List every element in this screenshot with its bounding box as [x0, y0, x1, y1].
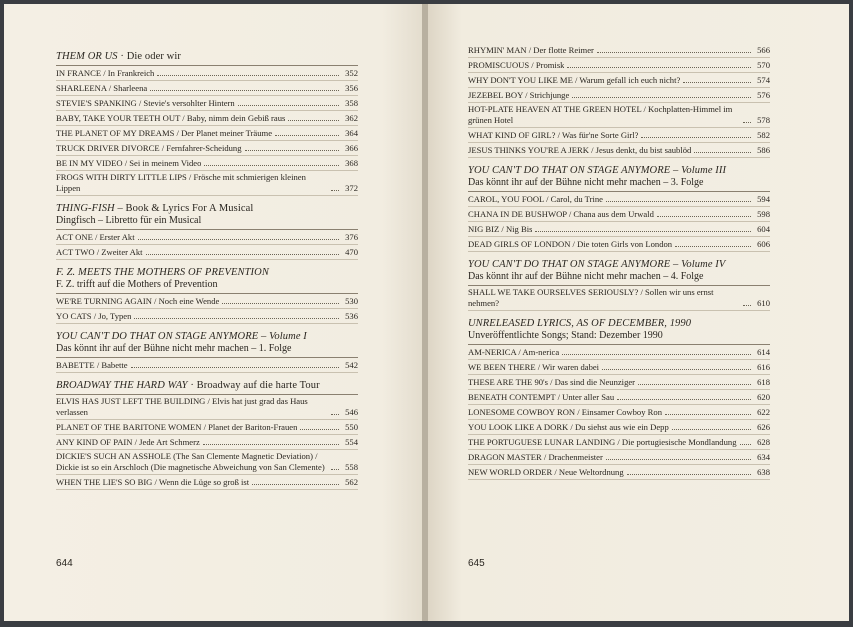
- leader-dots: [567, 67, 751, 68]
- toc-entry[interactable]: [56, 82, 358, 96]
- leader-dots: [203, 444, 339, 445]
- leader-dots: [743, 122, 751, 123]
- toc-entry[interactable]: [468, 451, 770, 465]
- toc-entry-page: 616: [757, 362, 770, 372]
- toc-section: [468, 164, 770, 252]
- section-title: [56, 330, 358, 343]
- toc-entry-title: WHEN THE LIE'S SO BIG / Wenn die Lüge so groß ist: [56, 477, 250, 487]
- right-page: [428, 4, 849, 621]
- toc-entry[interactable]: [56, 451, 358, 475]
- leader-dots: [331, 414, 339, 415]
- leader-dots: [683, 82, 751, 83]
- leader-dots: [157, 75, 339, 76]
- toc-entry-page: 626: [757, 422, 770, 432]
- toc-entry[interactable]: [468, 436, 770, 450]
- toc-entry-page: 582: [757, 130, 770, 140]
- leader-dots: [131, 367, 339, 368]
- toc-entry-title: NEW WORLD ORDER / Neue Weltordnung: [468, 467, 624, 477]
- leader-dots: [638, 384, 751, 385]
- leader-dots: [665, 414, 751, 415]
- toc-entry[interactable]: [468, 466, 770, 480]
- toc-entry-page: 574: [757, 75, 770, 85]
- leader-dots: [606, 201, 751, 202]
- section-title-main: YOU CAN'T DO THAT ON STAGE ANYMORE – Volume III: [468, 165, 727, 176]
- toc-section: [56, 266, 358, 324]
- leader-dots: [675, 246, 751, 247]
- toc-entry[interactable]: [56, 67, 358, 81]
- toc-entry[interactable]: [56, 310, 358, 324]
- toc-entry-title: BENEATH CONTEMPT / Unter aller Sau: [468, 392, 615, 402]
- leader-dots: [275, 135, 339, 136]
- toc-entry-title: DICKIE'S SUCH AN ASSHOLE (The San Clemente Magnetic Deviation) / Dickie ist so ein Arschloch (Die magnetische Abweichung von San Clemente): [56, 451, 325, 472]
- toc-entry-title: WHAT KIND OF GIRL? / Was für'ne Sorte Girl?: [468, 130, 639, 140]
- leader-dots: [146, 254, 339, 255]
- leader-dots: [150, 90, 339, 91]
- toc-entry[interactable]: [468, 89, 770, 103]
- toc-section: [468, 317, 770, 480]
- toc-entry-title: STEVIE'S SPANKING / Stevie's versohlter Hintern: [56, 98, 235, 108]
- page-number-left: 644: [56, 558, 73, 569]
- toc-entry-title: PLANET OF THE BARITONE WOMEN / Planet der Bariton-Frauen: [56, 422, 298, 432]
- toc-entry-title: BABY, TAKE YOUR TEETH OUT / Baby, nimm dein Gebiß raus: [56, 113, 286, 123]
- toc-entry[interactable]: [56, 421, 358, 435]
- toc-entry[interactable]: [468, 361, 770, 375]
- toc-entry-page: 628: [757, 437, 770, 447]
- toc-entry-title: DEAD GIRLS OF LONDON / Die toten Girls von London: [468, 239, 673, 249]
- leader-dots: [222, 303, 339, 304]
- toc-entry-page: 576: [757, 90, 770, 100]
- toc-section: [56, 50, 358, 196]
- leader-dots: [672, 429, 751, 430]
- toc-entry-title: LONESOME COWBOY RON / Einsamer Cowboy Ron: [468, 407, 662, 417]
- leader-dots: [300, 429, 339, 430]
- toc-section: [56, 330, 358, 373]
- left-toc-column: [56, 44, 358, 494]
- toc-entry-page: 352: [345, 68, 358, 78]
- toc-entry-title: NIG BIZ / Nig Bis: [468, 224, 533, 234]
- leader-dots: [238, 105, 339, 106]
- toc-entry-title: BE IN MY VIDEO / Sei in meinem Video: [56, 158, 202, 168]
- toc-entry-title: AM-NERICA / Am-nerica: [468, 347, 560, 357]
- toc-entry[interactable]: [468, 421, 770, 435]
- toc-entry[interactable]: [56, 359, 358, 373]
- section-title: [56, 202, 358, 215]
- toc-entry[interactable]: [468, 208, 770, 222]
- toc-entry-page: 606: [757, 239, 770, 249]
- section-title-main: F. Z. MEETS THE MOTHERS OF PREVENTION: [56, 267, 269, 278]
- leader-dots: [740, 444, 752, 445]
- toc-entry-page: 618: [757, 377, 770, 387]
- toc-entry[interactable]: [468, 406, 770, 420]
- toc-entry-page: 550: [345, 422, 358, 432]
- section-subtitle: Das könnt ihr auf der Bühne nicht mehr machen – 3. Folge: [468, 177, 704, 188]
- section-subtitle: Das könnt ihr auf der Bühne nicht mehr machen – 4. Folge: [468, 271, 704, 282]
- section-title-suffix: · Broadway auf die harte Tour: [187, 380, 320, 391]
- toc-entry[interactable]: [468, 223, 770, 237]
- leader-dots: [657, 216, 751, 217]
- toc-entry-title: YO CATS / Jo, Typen: [56, 311, 132, 321]
- toc-entry[interactable]: [468, 129, 770, 143]
- right-toc-column: [468, 44, 770, 484]
- section-title: [468, 317, 770, 330]
- leader-dots: [606, 459, 751, 460]
- leader-dots: [288, 120, 339, 121]
- section-title: [56, 50, 358, 63]
- toc-entry-page: 546: [345, 407, 358, 417]
- toc-entry-page: 372: [345, 183, 358, 193]
- toc-entry-page: 578: [757, 115, 770, 125]
- section-title: [56, 266, 358, 279]
- leader-dots: [597, 52, 751, 53]
- section-title-suffix: · Die oder wir: [117, 51, 181, 62]
- toc-entry[interactable]: [468, 391, 770, 405]
- section-title-main: YOU CAN'T DO THAT ON STAGE ANYMORE – Volume I: [56, 331, 307, 342]
- toc-entry-page: 610: [757, 298, 770, 308]
- leader-dots: [252, 484, 339, 485]
- toc-entry-title: ANY KIND OF PAIN / Jede Art Schmerz: [56, 437, 200, 447]
- toc-entry[interactable]: [56, 396, 358, 420]
- toc-section: [468, 44, 770, 158]
- leader-dots: [535, 231, 751, 232]
- left-page: [4, 4, 424, 621]
- toc-entry-page: 366: [345, 143, 358, 153]
- toc-entry-page: 598: [757, 209, 770, 219]
- toc-entry-title: BABETTE / Babette: [56, 360, 128, 370]
- toc-entry-title: DRAGON MASTER / Drachenmeister: [468, 452, 603, 462]
- section-rule: [56, 229, 358, 230]
- toc-entry[interactable]: [468, 193, 770, 207]
- section-title: [468, 258, 770, 271]
- toc-entry-page: 604: [757, 224, 770, 234]
- leader-dots: [627, 474, 751, 475]
- toc-entry[interactable]: [56, 231, 358, 245]
- leader-dots: [617, 399, 751, 400]
- toc-entry-page: 530: [345, 296, 358, 306]
- section-rule: [468, 191, 770, 192]
- toc-entry-title: FROGS WITH DIRTY LITTLE LIPS / Frösche mit schmierigen kleinen Lippen: [56, 172, 306, 193]
- toc-entry-page: 614: [757, 347, 770, 357]
- toc-entry-title: SHARLEENA / Sharleena: [56, 83, 148, 93]
- toc-entry-page: 368: [345, 158, 358, 168]
- toc-entry-title: TRUCK DRIVER DIVORCE / Fernfahrer-Scheidung: [56, 143, 242, 153]
- toc-section: [56, 202, 358, 260]
- section-rule: [468, 344, 770, 345]
- toc-entry-page: 622: [757, 407, 770, 417]
- toc-entry-page: 364: [345, 128, 358, 138]
- section-title-main: THING-FISH: [56, 203, 115, 214]
- toc-entry-page: 356: [345, 83, 358, 93]
- section-title-main: BROADWAY THE HARD WAY: [56, 380, 188, 391]
- toc-entry-page: 536: [345, 311, 358, 321]
- leader-dots: [562, 354, 751, 355]
- toc-entry-page: 358: [345, 98, 358, 108]
- toc-entry[interactable]: [56, 127, 358, 141]
- toc-entry[interactable]: [468, 346, 770, 360]
- toc-entry[interactable]: [56, 97, 358, 111]
- toc-entry-page: 566: [757, 45, 770, 55]
- section-subtitle: F. Z. trifft auf die Mothers of Prevention: [56, 279, 218, 290]
- toc-entry[interactable]: [56, 246, 358, 260]
- toc-entry-title: WE'RE TURNING AGAIN / Noch eine Wende: [56, 296, 220, 306]
- toc-entry[interactable]: [468, 104, 770, 128]
- toc-entry-title: SHALL WE TAKE OURSELVES SERIOUSLY? / Sollen wir uns ernst nehmen?: [468, 287, 714, 308]
- toc-entry-title: THE PLANET OF MY DREAMS / Der Planet meiner Träume: [56, 128, 273, 138]
- toc-entry[interactable]: [468, 287, 770, 311]
- toc-entry-title: RHYMIN' MAN / Der flotte Reimer: [468, 45, 594, 55]
- toc-entry-title: ELVIS HAS JUST LEFT THE BUILDING / Elvis hat just grad das Haus verlassen: [56, 396, 308, 417]
- section-rule: [56, 65, 358, 66]
- toc-section: [468, 258, 770, 311]
- toc-entry-title: THE PORTUGUESE LUNAR LANDING / Die portugiesische Mondlandung: [468, 437, 737, 447]
- section-title-suffix: – Book & Lyrics For A Musical: [114, 203, 254, 214]
- page-number-right: 645: [468, 558, 485, 569]
- toc-entry-page: 554: [345, 437, 358, 447]
- toc-entry-page: 620: [757, 392, 770, 402]
- leader-dots: [694, 152, 751, 153]
- leader-dots: [743, 305, 751, 306]
- toc-entry-title: PROMISCUOUS / Promisk: [468, 60, 565, 70]
- section-rule: [468, 285, 770, 286]
- leader-dots: [138, 239, 339, 240]
- toc-entry-page: 470: [345, 247, 358, 257]
- section-rule: [56, 394, 358, 395]
- toc-entry-page: 562: [345, 477, 358, 487]
- toc-entry-page: 634: [757, 452, 770, 462]
- section-subtitle: Das könnt ihr auf der Bühne nicht mehr machen – 1. Folge: [56, 343, 292, 354]
- toc-entry-title: CAROL, YOU FOOL / Carol, du Trine: [468, 194, 603, 204]
- toc-entry-title: ACT TWO / Zweiter Akt: [56, 247, 143, 257]
- section-rule: [56, 357, 358, 358]
- toc-entry-title: JEZEBEL BOY / Strichjunge: [468, 90, 570, 100]
- section-title-main: THEM OR US: [56, 51, 118, 62]
- toc-entry[interactable]: [56, 436, 358, 450]
- section-title-main: YOU CAN'T DO THAT ON STAGE ANYMORE – Volume IV: [468, 259, 726, 270]
- toc-section: [56, 379, 358, 490]
- toc-entry[interactable]: [468, 59, 770, 73]
- section-title-main: UNRELEASED LYRICS, AS OF DECEMBER, 1990: [468, 318, 692, 329]
- leader-dots: [204, 165, 339, 166]
- leader-dots: [641, 137, 751, 138]
- toc-entry-title: HOT-PLATE HEAVEN AT THE GREEN HOTEL / Kochplatten-Himmel im grünen Hotel: [468, 104, 733, 125]
- toc-entry[interactable]: [468, 376, 770, 390]
- leader-dots: [331, 469, 339, 470]
- section-rule: [56, 293, 358, 294]
- toc-entry-page: 376: [345, 232, 358, 242]
- toc-entry[interactable]: [468, 238, 770, 252]
- toc-entry-title: JESUS THINKS YOU'RE A JERK / Jesus denkt, du bist saublöd: [468, 145, 692, 155]
- toc-entry-page: 558: [345, 462, 358, 472]
- toc-entry[interactable]: [56, 142, 358, 156]
- section-subtitle: Dingfisch – Libretto für ein Musical: [56, 215, 202, 226]
- leader-dots: [245, 150, 339, 151]
- toc-entry-page: 594: [757, 194, 770, 204]
- leader-dots: [572, 97, 751, 98]
- book-spread: [4, 4, 849, 621]
- toc-entry-title: IN FRANCE / In Frankreich: [56, 68, 155, 78]
- toc-entry[interactable]: [468, 144, 770, 158]
- toc-entry[interactable]: [56, 112, 358, 126]
- toc-entry-page: 542: [345, 360, 358, 370]
- toc-entry-page: 362: [345, 113, 358, 123]
- toc-entry[interactable]: [56, 172, 358, 196]
- section-title: [56, 379, 358, 392]
- toc-entry[interactable]: [468, 44, 770, 58]
- toc-entry-title: CHANA IN DE BUSHWOP / Chana aus dem Urwald: [468, 209, 654, 219]
- toc-entry-page: 586: [757, 145, 770, 155]
- toc-entry-title: WHY DON'T YOU LIKE ME / Warum gefall ich euch nicht?: [468, 75, 681, 85]
- section-subtitle: Unveröffentlichte Songs; Stand: Dezember 1990: [468, 330, 663, 341]
- toc-entry-page: 570: [757, 60, 770, 70]
- leader-dots: [331, 190, 339, 191]
- toc-entry[interactable]: [56, 157, 358, 171]
- section-title: [468, 164, 770, 177]
- toc-entry-title: YOU LOOK LIKE A DORK / Du siehst aus wie ein Depp: [468, 422, 669, 432]
- toc-entry-page: 638: [757, 467, 770, 477]
- leader-dots: [134, 318, 339, 319]
- toc-entry[interactable]: [56, 295, 358, 309]
- toc-entry-title: WE BEEN THERE / Wir waren dabei: [468, 362, 600, 372]
- toc-entry[interactable]: [56, 476, 358, 490]
- leader-dots: [602, 369, 751, 370]
- toc-entry-title: ACT ONE / Erster Akt: [56, 232, 135, 242]
- toc-entry[interactable]: [468, 74, 770, 88]
- toc-entry-title: THESE ARE THE 90's / Das sind die Neunziger: [468, 377, 636, 387]
